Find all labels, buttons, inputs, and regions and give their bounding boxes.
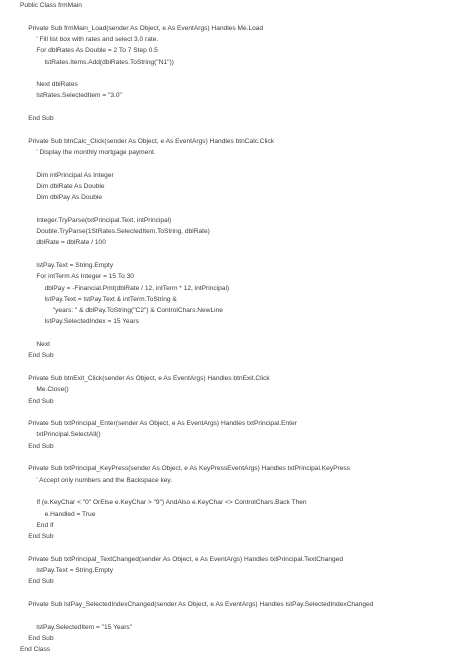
code-line: End Sub bbox=[28, 533, 54, 541]
code-line: Double.TryParse(1StRates.SelectedItem.ToString, dblRate) bbox=[36, 228, 210, 235]
code-line: e.Handled = True bbox=[44, 510, 96, 518]
code-line: ' Display the monthly mortgage payment. bbox=[36, 148, 156, 156]
code-line: Private Sub lstPay_SelectedIndexChanged(sender As Object, e As EventArgs) Handles lstPay.SelectedIndexChanged bbox=[28, 600, 374, 608]
code-line: End Sub bbox=[28, 352, 54, 360]
code-line: Private Sub btnCalc_Click(sender As Object, e As EventArgs) Handles btnCalc.Click bbox=[28, 137, 275, 145]
code-line: End Sub bbox=[28, 634, 54, 642]
code-line: lstPay.Text = String.Empty bbox=[36, 261, 114, 269]
code-line: lstPay.SelectedItem = "15 Years" bbox=[36, 623, 133, 631]
code-line: Private Sub txtPrincipal_KeyPress(sender As Object, e As KeyPressEventArgs) Handles txtPrincipal.KeyPress bbox=[28, 465, 350, 473]
code-line: Next dblRates bbox=[36, 81, 78, 89]
code-line: If (e.KeyChar < "0" OrElse e.KeyChar > "9") AndAlso e.KeyChar <> ControlChars.Back Then bbox=[36, 499, 307, 507]
code-line: Dim dblRate As Double bbox=[36, 182, 105, 190]
code-line: For dblRates As Double = 2 To 7 Step 0.5 bbox=[36, 47, 158, 55]
code-line: Me.Close() bbox=[36, 386, 69, 394]
code-line: Private Sub btnExit_Click(sender As Object, e As EventArgs) Handles btnExit.Click bbox=[28, 374, 270, 382]
code-line: Dim intPrincipal As Integer bbox=[36, 171, 114, 179]
code-line: End Sub bbox=[28, 115, 54, 122]
code-line: Public Class frmMain bbox=[20, 2, 82, 9]
code-line: Next bbox=[36, 341, 50, 348]
code-line: End Class bbox=[20, 646, 51, 654]
code-line: lstRates.SelectedItem = "3.0" bbox=[36, 92, 122, 100]
code-line: Private Sub txtPrincipal_Enter(sender As Object, e As EventArgs) Handles txtPrincipal.Enter bbox=[28, 420, 297, 428]
code-line: lstRates.Items.Add(dblRates.ToString("N1")) bbox=[44, 58, 174, 66]
code-line: lstPay.SelectedIndex = 15 Years bbox=[44, 318, 139, 326]
code-line: lstPay.Text = String.Empty bbox=[36, 567, 114, 574]
code-line: txtPrincipal.SelectAll() bbox=[36, 431, 101, 439]
code-line: lstPay.Text = lstPay.Text & intTerm.ToString & bbox=[44, 295, 177, 303]
code-line: Integer.TryParse(txtPrincipal.Text, intPrincipal) bbox=[36, 216, 172, 224]
code-line: Private Sub frmMain_Load(sender As Object, e As EventArgs) Handles Me.Load bbox=[28, 24, 264, 32]
code-line: "years: " & dblPay.ToString("C2") & ControlChars.NewLine bbox=[52, 307, 223, 315]
code-line: ' Accept only numbers and the Backspace key. bbox=[36, 476, 173, 484]
code-line: End Sub bbox=[28, 442, 54, 450]
code-line: dblRate = dblRate / 100 bbox=[36, 239, 106, 247]
code-line: Dim dblPay As Double bbox=[36, 194, 102, 202]
code-line: End Sub bbox=[28, 578, 54, 586]
code-line: End If bbox=[36, 521, 54, 529]
code-line: dblPay = -Financial.Pmt(dblRate / 12, intTerm * 12, intPrincipal) bbox=[44, 284, 230, 292]
code-line: End Sub bbox=[28, 397, 54, 405]
code-line: For intTerm As Integer = 15 To 30 bbox=[36, 273, 134, 281]
code-line: Private Sub txtPrincipal_TextChanged(sender As Object, e As EventArgs) Handles txtPrincipal.TextChanged bbox=[28, 555, 344, 563]
code-line: ' Fill list box with rates and select 3.0 rate. bbox=[36, 35, 159, 43]
